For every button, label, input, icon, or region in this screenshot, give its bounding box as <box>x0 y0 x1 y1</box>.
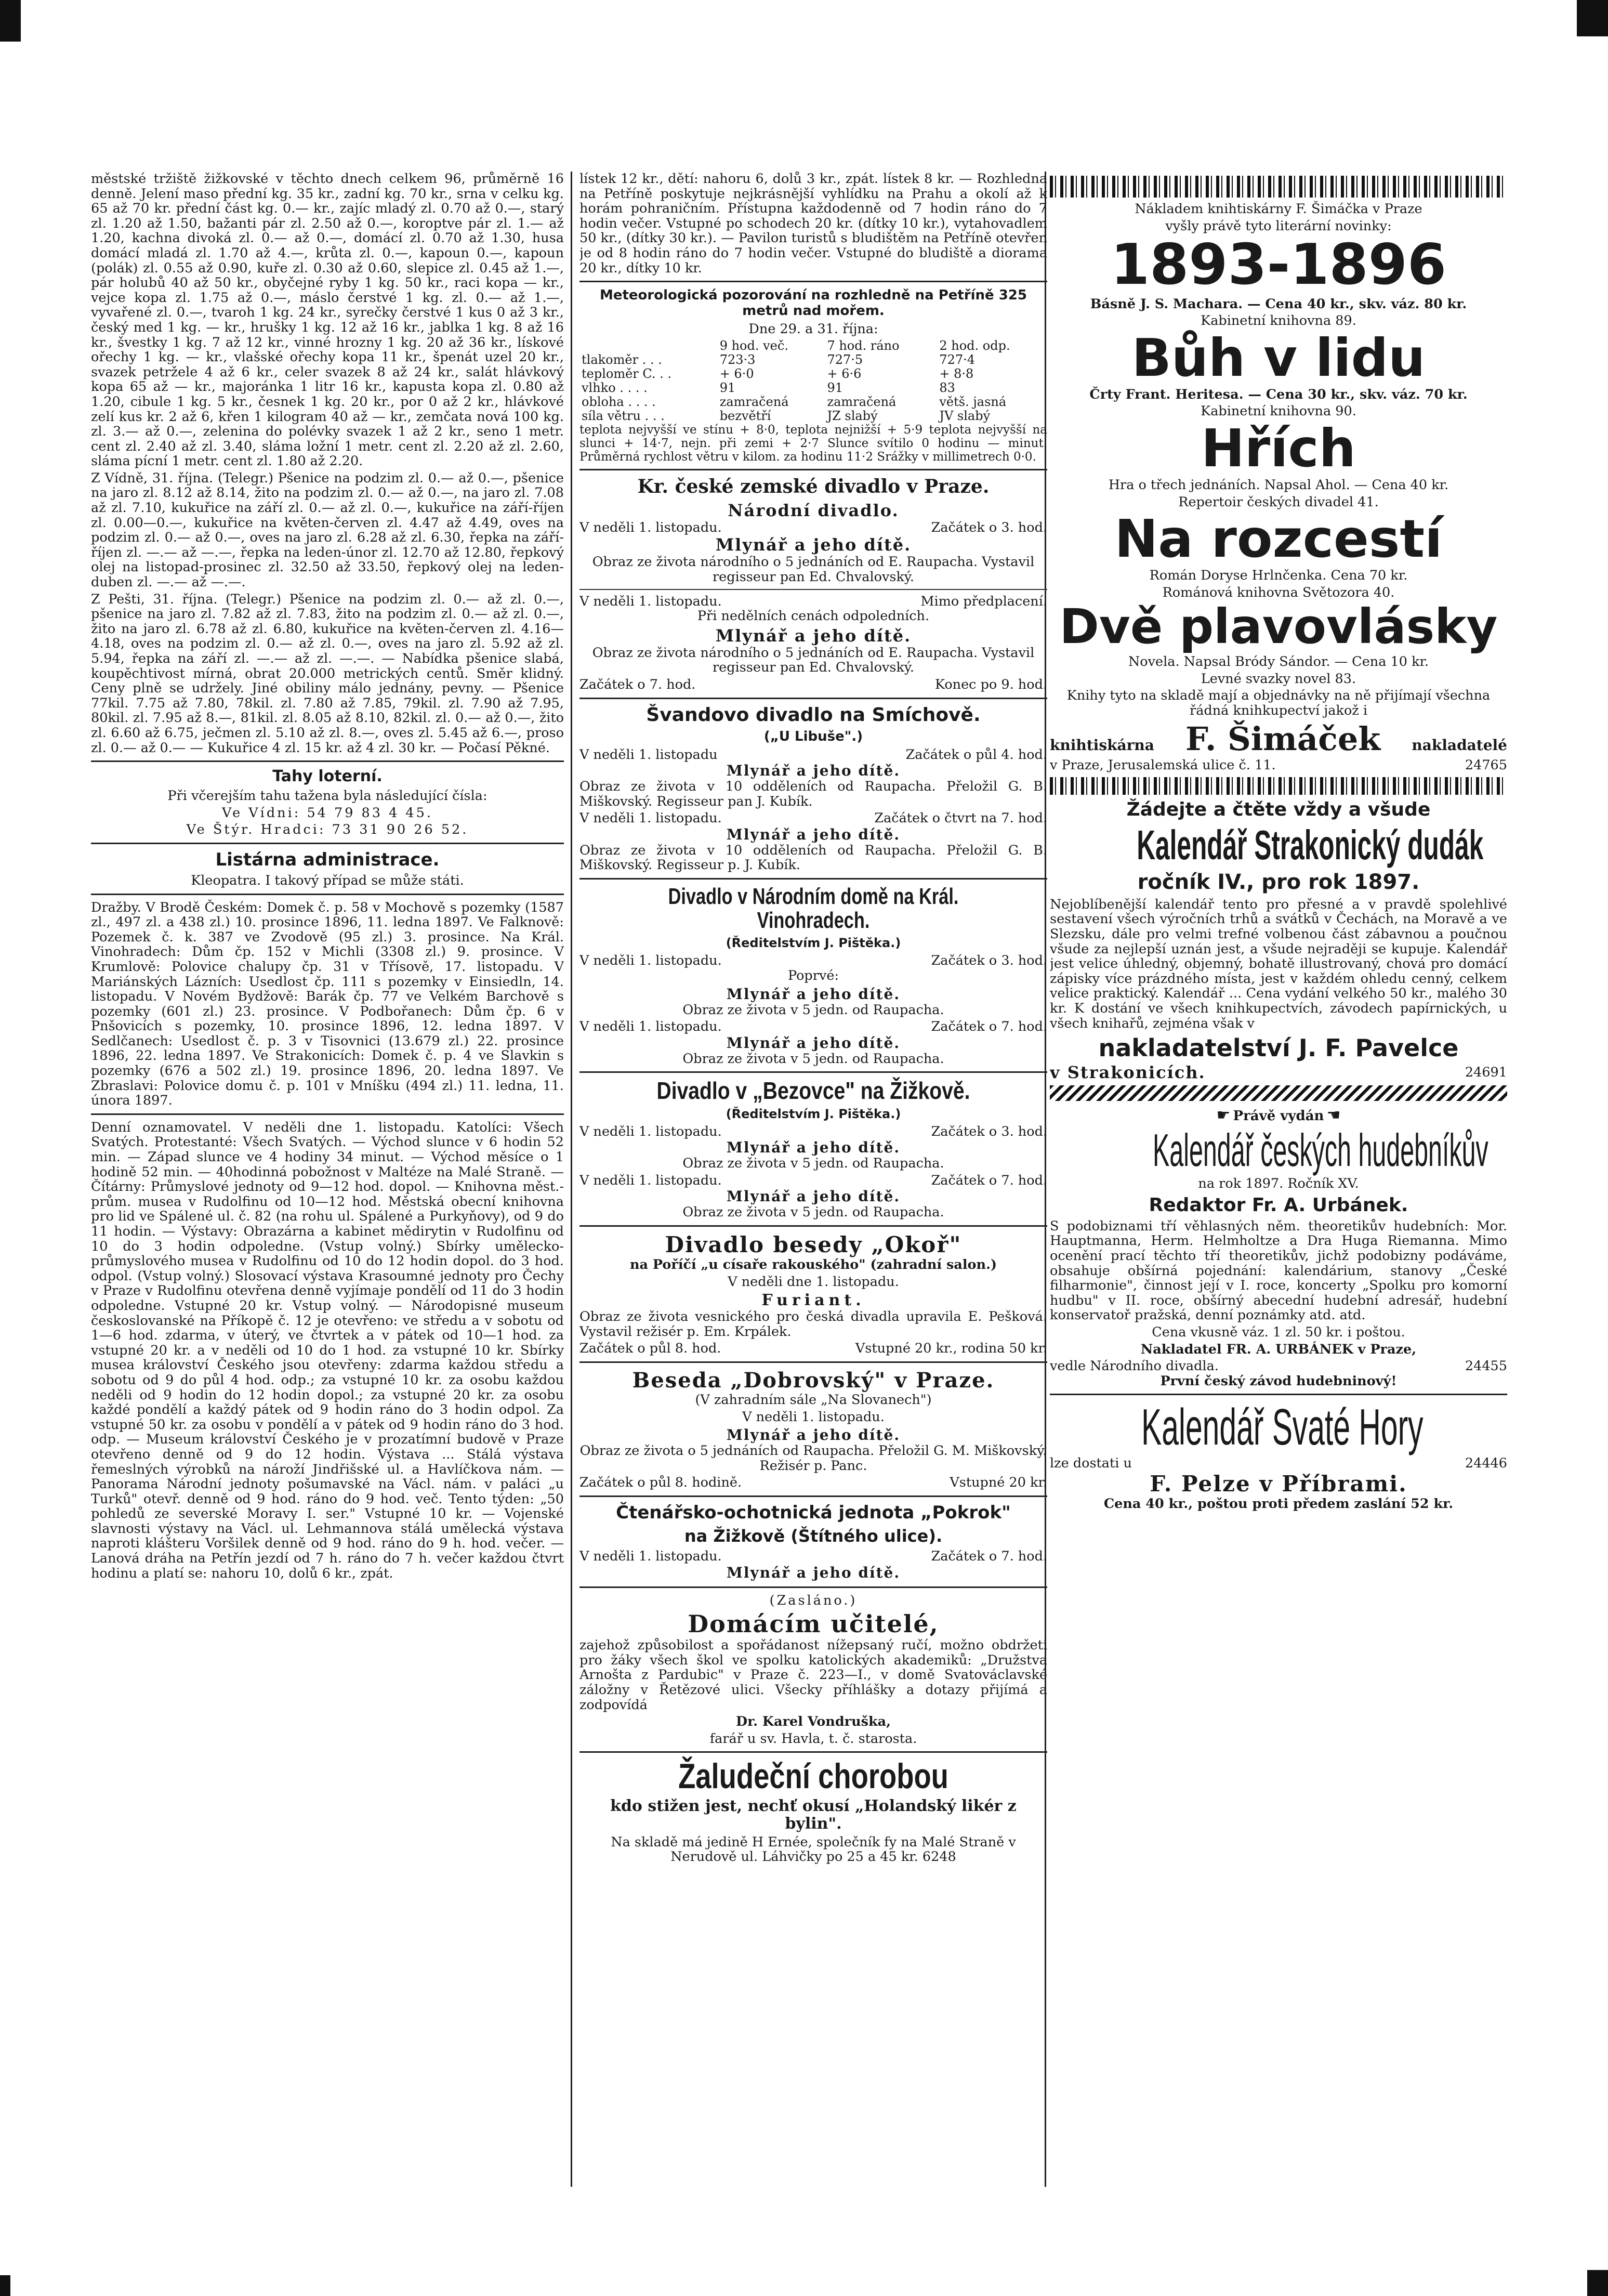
show-title: Mlynář a jeho dítě. <box>715 625 912 646</box>
kal2-price: Cena vkusně váz. 1 zl. 50 kr. i poštou. <box>1152 1324 1405 1340</box>
book4-series: Románová knihovna Světozora 40. <box>1162 584 1395 600</box>
kal3-publisher: F. Pelze v Příbrami. <box>1150 1471 1407 1497</box>
lottery-intro: Při včerejším tahu tažena byla následující čísla: <box>167 788 487 804</box>
teachers-heading: Domácím učitelé, <box>688 1610 939 1638</box>
divider <box>1050 1394 1507 1395</box>
meteo-table <box>579 339 1047 423</box>
show-date: V neděli 1. listopadu <box>579 746 718 763</box>
meteo-value: 723·3 <box>719 352 756 367</box>
show-desc: Obraz ze života v 10 odděleních od Raupacha. Přeložil G. B. Miškovský. Regisseur p. J. Kubík. <box>579 842 1047 873</box>
kal2-just-published <box>1050 1106 1507 1124</box>
show-date: V neděli 1. listopadu. <box>579 953 722 969</box>
book2-title: Bůh v lidu <box>1131 327 1426 388</box>
show-time: Začátek o 3. hod. <box>931 1123 1047 1139</box>
show-desc: Obraz ze života národního o 5 jednáních od E. Raupacha. Vystavil regisseur pan Ed. Chvalovský. <box>592 554 1035 585</box>
availability-text: Knihy tyto na skladě mají a objednávky na ně přijímají všechna řádná knihkupectví jakož i <box>1066 688 1491 718</box>
show-title: Mlynář a jeho dítě. <box>726 762 901 780</box>
theater-vinohrady-heading: Divadlo v Národním domě na Král. Vinohradech. <box>668 884 959 934</box>
theater-svanda-sub: („U Libuše".) <box>763 728 863 744</box>
theater-dobrovsky-heading: Beseda „Dobrovský" v Praze. <box>632 1368 995 1393</box>
divider <box>91 843 564 844</box>
show-desc: Obraz ze života v 5 jedn. od Raupacha. <box>682 1051 944 1067</box>
theater-vinohrady-sub: (Ředitelstvím J. Pištěka.) <box>726 936 901 951</box>
show-time: Začátek o 3. hod. <box>931 953 1047 969</box>
divider <box>579 1495 1047 1497</box>
ad-number: 24446 <box>1465 1455 1507 1472</box>
show-price: Vstupné 20 kr., rodina 50 kr. <box>855 1341 1047 1357</box>
book4-desc: Román Doryse Hrlnčenka. Cena 70 kr. <box>1149 568 1408 584</box>
teachers-signature-2: farář u sv. Havla, t. č. starosta. <box>709 1730 917 1747</box>
show-note: Poprvé: <box>787 968 839 984</box>
meteo-value: větš. jasná <box>939 394 1007 409</box>
column-market-news <box>91 172 564 2187</box>
book2-desc: Črty Frant. Heritesa. — Cena 30 kr., skv. váz. 70 kr. <box>1089 386 1468 402</box>
show-title: Mlynář a jeho dítě. <box>726 1139 901 1157</box>
book1-desc: Básně J. S. Machara. — Cena 40 kr., skv. váz. 80 kr. <box>1090 296 1467 312</box>
book2-series: Kabinetní knihovna 90. <box>1201 403 1356 419</box>
printer-label: knihtiskárna <box>1050 737 1154 754</box>
ad-number: 24691 <box>1465 1065 1507 1081</box>
show-time: Začátek o půl 4. hod. <box>905 746 1047 763</box>
divider <box>91 760 564 762</box>
pointing-hand-icon: ☛ <box>1216 1106 1231 1124</box>
meteo-col: 7 hod. ráno <box>827 338 900 353</box>
meteo-header-row <box>579 339 1047 353</box>
pest-grain-report: Z Pešti, 31. října. (Telegr.) Pšenice na podzim zl. 0.— až zl. 0.—, pšenice na jaro zl. 7.82 až zl. 7.83, žito na podzim zl. 0.— až zl. 0.—, žito na jaro zl. 6.78 až zl. 6.80, kukuřice na květen-červen zl. 4.16—4.18, oves na podzim zl. 0.— až zl. 0.—, oves na jaro zl. 5.92 až zl. 5.94, řepka na září zl. —.— až zl. —.—. — Nabídka pšenice slabá, koupěchtivost mírná, obrat 20.000 metrických centů. Směr klidný. Ceny plně se udržely. Jiné obiliny málo jednány, pevny. — Pšenice 77kil. 7.75 až 7.80, 78kil. zl. 7.80 až 7.85, 79kil. zl. 7.90 až 7.95, 80kil. zl. 7.95 až 8.—, 81kil. zl. 8.05 až 8.10, 82kil. zl. 0.— až 0.—, žito zl. 6.60 až 6.75, ječmen zl. 5.10 až zl. 8.—, oves zl. 5.45 až 6.—, proso zl. 0.— až 0.— — Kukuřice 4 zl. 15 kr. až 4 zl. 30 kr. — Počasí Pěkné. <box>91 591 564 756</box>
show-note2: Při nedělních cenách odpoledních. <box>697 608 930 624</box>
divider <box>579 1225 1047 1227</box>
show-end: Konec po 9. hod. <box>934 676 1047 692</box>
show-note: Mimo předplacení. <box>920 593 1047 609</box>
theater-okor-sub: na Poříčí „u císaře rakouského" (zahradní salon.) <box>629 1257 997 1273</box>
meteo-value: 727·4 <box>939 352 976 367</box>
show-price: Vstupné 20 kr. <box>950 1475 1047 1491</box>
book3-desc: Hra o třech jednáních. Napsal Ahol. — Cena 40 kr. <box>1108 477 1449 493</box>
meteo-row <box>579 353 1047 367</box>
publisher-line: Nákladem knihtiskárny F. Šimáčka v Praze <box>1135 201 1422 217</box>
corner-mark-bottom-right <box>1587 2270 1608 2296</box>
show-time: Začátek o 3. hod. <box>931 519 1047 535</box>
printer-address: v Praze, Jerusalemská ulice č. 11. <box>1050 757 1276 773</box>
admin-text: Kleopatra. I takový případ se může státi. <box>191 872 464 888</box>
kal3-price: Cena 40 kr., poštou proti předem zaslání 52 kr. <box>1103 1495 1454 1512</box>
show-desc: Obraz ze života národního o 5 jednáních od E. Raupacha. Vystavil regisseur pan Ed. Chvalovský. <box>592 645 1035 676</box>
show-time: Začátek o půl 8. hod. <box>579 1341 721 1357</box>
theater-okor-heading: Divadlo besedy „Okoř" <box>665 1232 962 1258</box>
show-desc: Obraz ze života v 10 odděleních od Raupacha. Přeložil G. B. Miškovský. Regisseur pan J. Kubík. <box>579 779 1047 809</box>
book1-series: Kabinetní knihovna 89. <box>1201 313 1356 329</box>
show-time: Začátek o 7. hod. <box>931 1019 1047 1035</box>
meteo-date: Dne 29. a 31. října: <box>748 321 878 337</box>
meteo-row <box>579 367 1047 381</box>
petrin-text: lístek 12 kr., dětí: nahoru 6, dolů 3 kr., zpát. lístek 8 kr. — Rozhledna na Petříně poskytuje nejkrásnější vyhlídku na Prahu a okolí až k horám pohraničním. Přístupna každodenně od 7 hodin ráno do 7 hodin večer. Vstupné po schodech 20 kr. (dítky 10 kr.), vytahovadlem 50 kr., (dítky 30 kr.). — Pavilon turistů s bludištěm na Petříně otevřen je od 8 hodin ráno do 7 hodin večer. Vstupné do bludiště a diorama 20 kr., dítky 10 kr. <box>579 172 1047 276</box>
kal2-title: Kalendář českých hudebníkův <box>1153 1124 1488 1176</box>
show-desc: Obraz ze života v 5 jedn. od Raupacha. <box>682 1002 944 1018</box>
show-desc: Obraz ze života v 5 jedn. od Raupacha. <box>682 1156 944 1172</box>
meteo-col: 9 hod. več. <box>719 338 788 353</box>
show-title: Mlynář a jeho dítě. <box>726 985 901 1003</box>
meteo-label: teploměr C. . . <box>582 366 672 381</box>
kal2-publisher-addr: vedle Národního divadla. <box>1050 1358 1219 1374</box>
meteo-value: + 6·6 <box>827 366 862 381</box>
stomach-foot: Na skladě má jedině H Ernée, společník fy na Malé Straně v Nerudově ul. Láhvičky po 25 a 45 kr. 6248 <box>611 1834 1016 1865</box>
meteo-value: 91 <box>827 380 843 395</box>
divider <box>91 894 564 895</box>
just-published-label: Právě vydán <box>1233 1108 1324 1124</box>
show-date: V neděli 1. listopadu. <box>579 519 722 535</box>
divider <box>579 589 1047 590</box>
auctions-text: Dražby. V Brodě Českém: Domek č. p. 58 v Mochově s pozemky (1587 zl., 497 zl. a 438 zl.) 10. prosince 1896, 11. ledna 1897. Ve Falknově: Pozemek č. k. 387 ve Zvodově (95 zl.) 3. prosince. Na Král. Vinohradech: Dům čp. 152 v Michli (3308 zl.) 9. prosince. V Krumlově: Polovice chalupy čp. 31 v Třísově, 17. listopadu. V Mariánských Lázních: Usedlost čp. 111 s pozemky v Einsiedln, 14. listopadu. V Novém Bydžově: Barák čp. 77 ve Velkém Barchově s pozemky (601 zl.) 23. prosince. V Podbořanech: Dům čp. 6 v Pnšovicích s pozemky, 10. prosince 1896, 12. ledna 1897. V Sedlčanech: Usedlost č. p. 3 v Tisovnici (13.679 zl.) 22. prosince 1896, 22. ledna 1897. Ve Strakonicích: Domek č. p. 4 ve Slavkin s pozemky (676 a 502 zl.) 19. prosince 1896, 20. ledna 1897. Ve Zbraslavi: Polovice domu č. p. 101 v Mníšku (494 zl.) 11. ledna, 11. února 1897. <box>91 899 564 1109</box>
divider <box>91 1113 564 1115</box>
meteo-value: bezvětří <box>719 408 771 423</box>
meteo-value: zamračená <box>827 394 897 409</box>
theater-national-sub: Národní divadlo. <box>728 500 899 520</box>
kal2-first-store: První český závod hudebninový! <box>1160 1373 1397 1389</box>
show-date: V neděli 1. listopadu. <box>742 1409 885 1425</box>
meteo-row <box>579 409 1047 423</box>
meteo-label: síla větru . . . <box>582 408 665 423</box>
pointing-hand-icon: ☚ <box>1326 1106 1341 1124</box>
show-start: Začátek o 7. hod. <box>579 676 696 692</box>
show-date: V neděli 1. listopadu. <box>579 1019 722 1035</box>
column-theaters <box>579 172 1047 2187</box>
kal1-publisher-place: v Strakonicích. <box>1050 1062 1206 1083</box>
kal3-get: lze dostati u <box>1050 1455 1132 1472</box>
show-title: Mlynář a jeho dítě. <box>715 535 912 555</box>
meteo-heading: Meteorologická pozorování na rozhledně na Petříně 325 metrů nad mořem. <box>599 287 1027 319</box>
book5-title: Dvě plavovlásky <box>1059 599 1498 655</box>
stomach-text: kdo stižen jest, nechť okusí „Holandský likér z bylin". <box>610 1796 1017 1833</box>
meteo-value: zamračená <box>719 394 789 409</box>
meteo-row <box>579 395 1047 409</box>
column-divider-1 <box>571 172 572 2187</box>
printer-role: nakladatelé <box>1412 737 1507 754</box>
kal1-title: Kalendář Strakonický dudák <box>1137 821 1484 868</box>
show-date: V neděli dne 1. listopadu. <box>728 1274 899 1290</box>
theater-pokrok-heading: Čtenářsko-ochotnická jednota „Pokrok" <box>616 1502 1011 1524</box>
divider <box>579 1751 1047 1753</box>
printer-name: F. Šimáček <box>1185 720 1381 758</box>
meteo-value: 83 <box>939 380 955 395</box>
show-title: Mlynář a jeho dítě. <box>726 1188 901 1205</box>
show-date: V neděli 1. listopadu. <box>579 1549 722 1565</box>
meteo-value: JV slabý <box>939 408 991 423</box>
book3-series: Repertoir českých divadel 41. <box>1178 494 1379 510</box>
publisher-line-2: vyšly právě tyto literární novinky: <box>1165 218 1392 234</box>
stomach-heading: Žaludeční chorobou <box>678 1756 948 1796</box>
kal2-publisher: Nakladatel FR. A. URBÁNEK v Praze, <box>1140 1341 1417 1357</box>
meteo-value: 91 <box>719 380 736 395</box>
meteo-label: obloha . . . . <box>582 394 656 409</box>
show-date: V neděli 1. listopadu. <box>579 1123 722 1139</box>
divider <box>579 281 1047 282</box>
kal1-ask: Žádejte a čtěte vždy a všude <box>1126 798 1431 820</box>
meteo-label: vlhko . . . . <box>582 380 648 395</box>
book4-title: Na rozcestí <box>1114 508 1443 570</box>
ornament-border <box>1050 777 1507 795</box>
printer-line <box>1050 720 1507 758</box>
vienna-grain-report: Z Vídně, 31. října. (Telegr.) Pšenice na podzim zl. 0.— až 0.—, pšenice na jaro zl. 8.12 až 8.14, žito na podzim zl. 0.— až 0.—, na jaro zl. 7.08 až zl. 7.10, kukuřice na září zl. 0.— až zl. 0.—, kukuřice na září-říjen zl. 0.00—0.—, kukuřice na květen-červen zl. 4.47 až 4.49, oves na podzim zl. 0.— až 0.—, oves na jaro zl. 6.28 až zl. 6.30, řepka na září-říjen zl. —.— až —.—, řepka na leden-únor zl. 12.70 až 12.80, řepkový olej na listopad-prosinec zl. 32.50 až 33.50, řepkový olej na leden-duben zl. —.— až —.—. <box>91 470 564 591</box>
teachers-signature: Dr. Karel Vondruška, <box>735 1714 891 1730</box>
show-desc: Obraz ze života v 5 jedn. od Raupacha. <box>682 1204 944 1221</box>
ornament-border <box>1050 176 1507 198</box>
lottery-heading: Tahy loterní. <box>272 767 383 786</box>
theater-pokrok-sub: na Žižkově (Štítného ulice). <box>684 1526 943 1546</box>
kal1-publisher: nakladatelství J. F. Pavelce <box>1098 1034 1459 1062</box>
show-desc: Obraz ze života o 5 jednáních od Raupacha. Přeložil G. M. Miškovský. Režisér p. Panc. <box>579 1443 1047 1474</box>
zaslano: (Zasláno.) <box>769 1592 858 1608</box>
show-date: V neděli 1. listopadu. <box>579 593 722 609</box>
show-title: Mlynář a jeho dítě. <box>726 825 901 843</box>
meteo-row <box>579 381 1047 395</box>
divider <box>579 469 1047 470</box>
book5-series: Levné svazky novel 83. <box>1201 671 1356 687</box>
show-time: Začátek o čtvrt na 7. hod. <box>874 810 1047 826</box>
show-time: Začátek o 7. hod. <box>931 1549 1047 1565</box>
divider <box>579 1361 1047 1363</box>
show-date: V neděli 1. listopadu. <box>579 810 722 826</box>
kal1-text: Nejoblíbenější kalendář tento pro přesné a v pravdě spolehlivé sestavení všech výročních trhů a svátků v Čechách, na Moravě a ve Slezsku, dále pro velmi trefné volbenou část zábavnou a poučnou všude za nejlepší uznán jest, a všude nejraději se kupuje. Kalendář jest velice úhledný, objemný, bohatě illustrovaný, chová pro domácí zápisky více prázdného místa, jest v každém ohledu cenný, celkem velice praktický. Kalendář ... Cena vydání velkého 50 kr., malého 30 kr. K dostání ve všech knihkupectvích, závodech papírnických, u všech knihařů, zejména však v <box>1050 896 1507 1031</box>
ad-number: 24455 <box>1465 1358 1507 1374</box>
admin-heading: Listárna administrace. <box>215 849 440 870</box>
ad-number: 24765 <box>1465 757 1507 773</box>
kal2-year: na rok 1897. Ročník XV. <box>1198 1176 1359 1192</box>
book5-desc: Novela. Napsal Bródy Sándor. — Cena 10 kr. <box>1128 653 1429 670</box>
kal2-editor: Redaktor Fr. A. Urbánek. <box>1149 1194 1408 1216</box>
theater-national-heading: Kr. české zemské divadlo v Praze. <box>637 475 990 497</box>
daily-announcements: Denní oznamovatel. V neděli dne 1. listopadu. Katolíci: Všech Svatých. Protestanté: Všech Svatých. — Východ slunce v 6 hodin 52 min. — Západ slunce ve 4 hodiny 34 minut. — Východ měsíce o 1 hodině 52 min. — 40hodinná pobožnost v Maltéze na Malé Straně. — Čítárny: Průmyslové jednoty od 9—12 hod. dopol. — Knihovna měst.-prům. musea v Rudolfinu od 10—12 hod. Městská obecní knihovna pro lid ve Spálené ul. č. 82 (na rohu ul. Spálené a Purkyňovy), od 9 do 11 hodin. — Výstavy: Obrazárna a kabinet mědirytin v Rudolfinu od 10 do 3 hodin odpoledne. (Vstup volný.) Sbírky umělecko-průmyslového musea v Rudolfinu od 10 do 12 hodin dopol. do 3 hod. odpol. (Vstup volný.) Slosovací výstava Krasoumné jednoty pro Čechy v Praze v Rudolfinu otevřena denně vyjímaje pondělí od 11 do 3 hodin odpoledne. Vstupné 20 kr. Vstup volný. — Národopisné museum českoslovanské na Příkopě č. 12 je otevřeno: ve středu a v sobotu od 1—6 hod. zdarma, v úterý, ve čtvrtek a v pátek od 10—1 hod. za vstupné 20 kr. a v neděli od 10 do 1 hod. za vstupné 10 kr. Sbírky musea království Českého jsou otevřeny: zdarma každou středu a sobotu od 9 do půl 4 hod. odp.; za vstupné 10 kr. za osobu každou neděli od 9 hodin do 12 hodin dopol.; za vstupné 20 kr. za osobu každé pondělí a každý pátek od 9 hodin ráno do 3 hodin odpol. Za vstupné 50 kr. za osobu v pondělí a v pátek od 9 hodin ráno do 3 hod. odp. — Museum království Českého je v prozatímní budově v Praze otevřeno denně od 9 do 12 hodin. Výstava ... Stálá výstava řemeslných výrobků na nároží Jindřišské ul. a Havlíčkova nám. — Panorama Národní jednoty pošumavské na Václ. nám. v paláci „u Turků" otevř. denně od 9 hod. ráno do 9 hod. več. Tento týden: „50 pohledů ze severské Moravy I. ser." Vstupné 10 kr. — Vojenské slavnosti výstavy na Václ. ul. Lehmannova stálá umělecká výstava naproti klášteru Voršilek denně od 9 hod. ráno do 9 h. hod. večer. — Lanová dráha na Petřín jezdí od 7 h. ráno do 7 h. večer každou čtvrt hodinu a platí se: nahoru 10, dolů 6 kr., zpát. <box>91 1119 564 1581</box>
meteo-value: 727·5 <box>827 352 863 367</box>
show-time: Začátek o 7. hod. <box>931 1172 1047 1188</box>
show-time: Začátek o půl 8. hodině. <box>579 1475 742 1491</box>
meteo-value: JZ slabý <box>827 408 878 423</box>
show-desc: Obraz ze života vesnického pro česká divadla upravila E. Pešková. Vystavil režisér p. Em. Krpálek. <box>579 1309 1047 1340</box>
teachers-text: zajehož způsobilost a spořádanost nížepsaný ručí, možno obdržeti pro žáky všech škol ve spolku katolických akademiků: „Družstva Arnošta z Pardubic" v Praze č. 223—I., v domě Svatováclavské záložny v Řetězové ulici. Všecky příhlášky a dotazy přijímá a zodpovídá <box>579 1637 1047 1713</box>
ornament-zigzag <box>1050 1085 1507 1101</box>
show-title: Mlynář a jeho dítě. <box>726 1426 901 1444</box>
book3-title: Hřích <box>1201 417 1356 479</box>
divider <box>579 1071 1047 1073</box>
meteo-col: 2 hod. odp. <box>939 338 1010 353</box>
meteo-value: + 6·0 <box>719 366 754 381</box>
show-title: Mlynář a jeho dítě. <box>726 1564 901 1581</box>
corner-mark-top-left <box>0 0 21 42</box>
theater-svanda-heading: Švandovo divadlo na Smíchově. <box>646 704 981 726</box>
kal3-title: Kalendář Svaté Hory <box>1141 1398 1424 1456</box>
book1-title: 1893-1896 <box>1111 232 1446 298</box>
show-date: V neděli 1. listopadu. <box>579 1172 722 1188</box>
divider <box>579 878 1047 880</box>
market-prices-text: městské tržiště žižkovské v těchto dnech celkem 96, průměrně 16 denně. Jelení maso přední kg. 35 kr., zadní kg. 70 kr., srna v celku kg. 65 až 70 kr. přední část kg. 0.— kr., zajíc mladý zl. 0.70 až 0.—, starý zl. 1.20 až 1.50, bažanti pár zl. 2.50 až 0.—, koroptve pár zl. 1.— až 1.20, kachna divoká zl. 0.— až 0.—, domácí zl. 0.70 až 1.30, husa domácí mladá zl. 1.70 až 4.—, krůta zl. 0.—, kapoun 0.—, kapoun (polák) zl. 0.55 až 0.90, kuře zl. 0.30 až 0.60, slepice zl. 0.45 až 1.—, pár holubů 40 až 50 kr., obyčejné ryby 1 kg. 50 kr., raci kopa — kr., vejce kopa zl. 1.75 až 0.—, máslo čerstvé 1 kg. zl. 0.— až 1.—, vyvařené zl. 0.—, tvaroh 1 kg. 24 kr., syrečky čerstvé 1 kus 0 až 3 kr., český med 1 kg. — kr., hrušky 1 kg. 12 až 16 kr., jablka 1 kg. 8 až 16 kr., švestky 1 kg. 7 až 12 kr., vinné hrozny 1 kg. 20 až 36 kr., lískové ořechy 1 kg. — kr., vlašské ořechy kopa 11 kr., špenát uzel 20 kr., svazek petržele 4 až 6 kr., celer svazek 8 až 24 kr., salát hlávkový kopa 65 až — kr., majoránka 1 litr 16 kr., kapusta kopa zl. 0.80 až 1.20, cibule 1 kg. 5 kr., česnek 1 kg. 20 kr., por 0 až 2 kr., hlávkové zelí kus kr. 2 až 6, křen 1 kilogram 40 až — kr., zemčata nová 100 kg. zl. 3.— až 0.—, zelenina do polévky svazek 1 až 2 kr., seno 1 metr. cent zl. 2.40 až zl. 3.40, sláma ložní 1 metr. cent zl. 2.20 až zl. 2.60, sláma pícní 1 metr. cent zl. 1.80 až 2.20. <box>91 172 564 469</box>
meteo-value: + 8·8 <box>939 366 974 381</box>
show-title: Furiant. <box>761 1291 865 1310</box>
corner-mark-top-right <box>1577 0 1608 36</box>
kal1-year: ročník IV., pro rok 1897. <box>1137 870 1420 894</box>
lottery-vienna: Ve Vídni: 54 79 83 4 45. <box>222 805 433 821</box>
divider <box>579 698 1047 699</box>
corner-mark-bottom-left <box>0 2275 10 2296</box>
divider <box>579 1586 1047 1588</box>
column-advertisements <box>1050 172 1507 2187</box>
theater-bezovka-sub: (Ředitelstvím J. Pištěka.) <box>726 1106 901 1121</box>
lottery-styr: Ve Štýr. Hradci: 73 31 90 26 52. <box>186 822 469 838</box>
meteo-label: tlakoměr . . . <box>582 352 662 367</box>
theater-bezovka-heading: Divadlo v „Bezovce" na Žižkově. <box>656 1077 970 1105</box>
kal2-text: S podobiznami tří věhlasných něm. theoretikův hudebních: Mor. Hauptmanna, Herm. Helmholtze a Dra Huga Riemanna. Mimo ocenění prací těchto tří theoretikův, jichž podobizny podáváme, obsahuje obšírná pojednání: kalendárium, stanovy „České filharmonie", činnost její v I. roce, koncerty „Spolku pro komorní hudbu" v II. roce, obšírný abecední hudební adresář, hudební konservatoř pražská, denní poznámky atd. atd. <box>1050 1218 1507 1323</box>
theater-dobrovsky-sub: (V zahradním sále „Na Slovanech") <box>695 1392 932 1408</box>
meteo-extra: teplota nejvyšší ve stínu + 8·0, teplota nejnižší + 5·9 teplota nejvyšší na slunci + 14·7, nejn. při zemi + 2·7 Slunce svítilo 0 hodinu — minut. Průměrná rychlost větru v kilom. za hodinu 11·2 Srážky v millimetrech 0·0. <box>579 423 1047 464</box>
show-title: Mlynář a jeho dítě. <box>726 1034 901 1052</box>
